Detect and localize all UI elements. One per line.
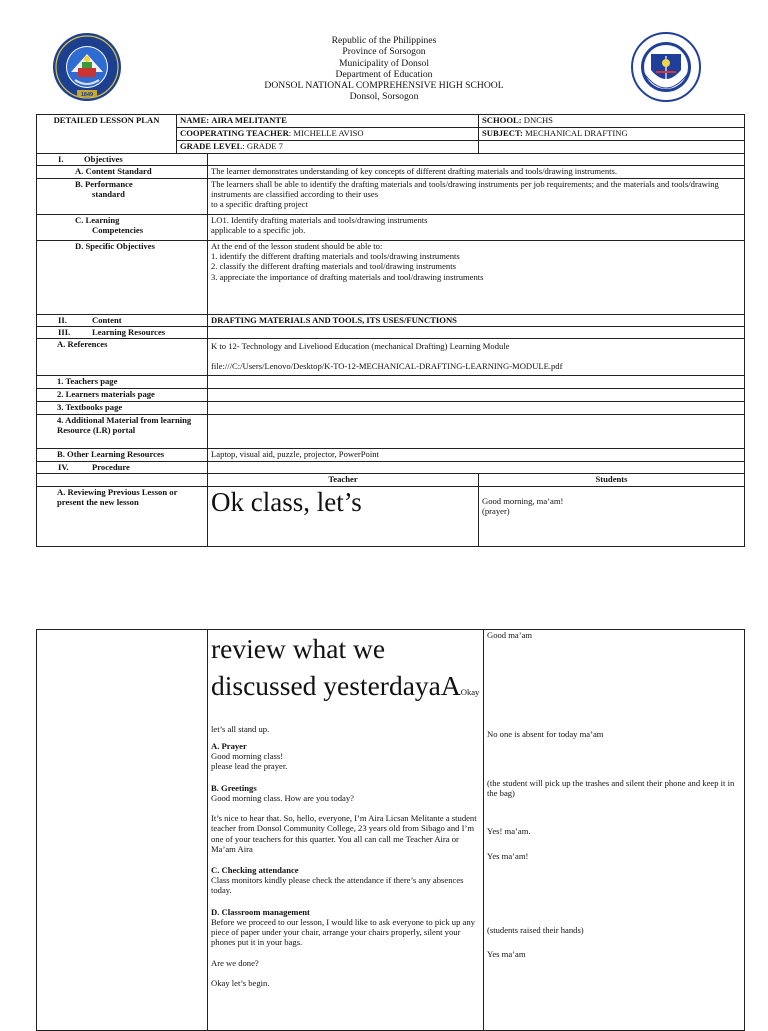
objectives-row: I. Objectives [37, 154, 745, 166]
student-response-cell: Good morning, ma’am! (prayer) [479, 487, 745, 547]
specific-objectives-row: D. Specific Objectives At the end of the lesson student should be able to: 1. identify the different drafting materials and tools/drawing instruments 2. classify the different drafting materials and tool/drawing instruments 3. appreciate the importance of drafting materials and tool/drawing instruments [37, 241, 745, 315]
section-text: Before we proceed to our lesson, I would like to ask everyone to pick up any piece of paper under your chair, arrange your chairs properly, silent your phones put it in your bags. Are we done? Okay let’s begin. [211, 916, 475, 989]
school-cell: SCHOOL: DNCHS [479, 115, 745, 128]
grade-level-cell: GRADE LEVEL: GRADE 7 [177, 141, 479, 154]
section-text: Good morning class! please lead the prayer. [211, 751, 288, 772]
document-header [0, 0, 768, 112]
student-response: Yes ma’am [487, 949, 526, 959]
name-cell: NAME: AIRA MELITANTE [177, 115, 479, 128]
teacher-script-cell: Ok class, let’s [208, 487, 479, 547]
plan-title-cell: DETAILED LESSON PLAN [37, 115, 177, 154]
procedure-row: IV. Procedure [37, 462, 745, 474]
textbooks-page-row: 3. Textbooks page [37, 402, 745, 415]
student-response: No one is absent for today ma’am [487, 729, 604, 739]
header-text-block [250, 35, 518, 103]
lesson-plan-table [36, 114, 745, 547]
cooperating-teacher-cell: COOPERATING TEACHER: MICHELLE AVISO [177, 128, 479, 141]
student-response: (students raised their hands) [487, 925, 584, 935]
section-title: C. Checking attendance [211, 865, 299, 876]
content-standard-row: A. Content Standard The learner demonstrates understanding of key concepts of different drafting materials and tools/drawing instruments. [37, 166, 745, 179]
reviewing-row: A. Reviewing Previous Lesson or present the new lesson Ok class, let’s Good morning, ma’am! (prayer) [37, 487, 745, 547]
student-response: Yes ma’am! [487, 851, 529, 861]
additional-material-row: 4. Additional Material from learning Resource (LR) portal [37, 415, 745, 449]
header-line: Department of Education [335, 68, 433, 80]
teacher-continuation-cell [208, 630, 484, 1031]
competencies-row: C. Learning Competencies LO1. Identify drafting materials and tools/drawing instruments applicable to a specific job. [37, 215, 745, 241]
subject-cell: SUBJECT: MECHANICAL DRAFTING [479, 128, 745, 141]
empty-cell [479, 141, 745, 154]
performance-standard-row: B. Performance standard The learners shall be able to identify the drafting materials and tools/drawing instruments per job requirements; and the materials and tools/drawing instruments are classified according to their uses to a specific drafting project [37, 179, 745, 215]
procedure-header-row: Teacher Students [37, 474, 745, 487]
references-row: A. References K to 12- Technology and Liveliood Education (mechanical Drafting) Learning Module file:///C:/Users/Lenovo/Desktop/K-TO-12-MECHANICAL-DRAFTING-LEARNING-MODULE.pdf [37, 339, 745, 376]
header-line: DONSOL NATIONAL COMPREHENSIVE HIGH SCHOOL [264, 80, 504, 92]
school-seal-logo [52, 32, 122, 102]
teachers-page-row: 1. Teachers page [37, 376, 745, 389]
svg-text:1849: 1849 [80, 92, 94, 98]
header-line: Donsol, Sorsogon [349, 91, 419, 103]
header-line: Municipality of Donsol [338, 57, 430, 69]
learning-resources-row: III. Learning Resources [37, 327, 745, 339]
section-title: A. Prayer [211, 741, 247, 751]
large-text: review what we discussed yesterdayaAOkay let’s all stand up. [211, 633, 480, 734]
learners-page-row: 2. Learners materials page [37, 389, 745, 402]
header-line: Province of Sorsogon [342, 46, 426, 58]
header-line: Republic of the Philippines [331, 35, 437, 46]
section-title: B. Greetings [211, 782, 257, 793]
other-resources-row: B. Other Learning Resources Laptop, visual aid, puzzle, projector, PowerPoint [37, 449, 745, 462]
student-response: Yes! ma’am. [487, 826, 531, 836]
section-text: Good morning class. How are you today? It’s nice to hear that. So, hello, everyone, I’m Aira Licsan Melitante a student teacher from Donsol Community College, 23 years old from Sibago and I’m one of your teachers for this quarter. You all can call me Teacher Aira or Ma’am Aira [211, 792, 477, 854]
student-response: Good ma’am [487, 630, 533, 640]
deped-seal-logo [631, 32, 701, 102]
left-empty-cell [37, 630, 208, 1031]
students-continuation-cell [484, 630, 745, 1031]
content-row: II. Content DRAFTING MATERIALS AND TOOLS, ITS USES/FUNCTIONS [37, 315, 745, 327]
student-response: (the student will pick up the trashes and silent their phone and keep it in the bag) [487, 778, 735, 799]
section-text: Class monitors kindly please check the attendance if there’s any absences today. [211, 875, 464, 896]
continuation-table [36, 629, 745, 1031]
section-title: D. Classroom management [211, 906, 310, 917]
